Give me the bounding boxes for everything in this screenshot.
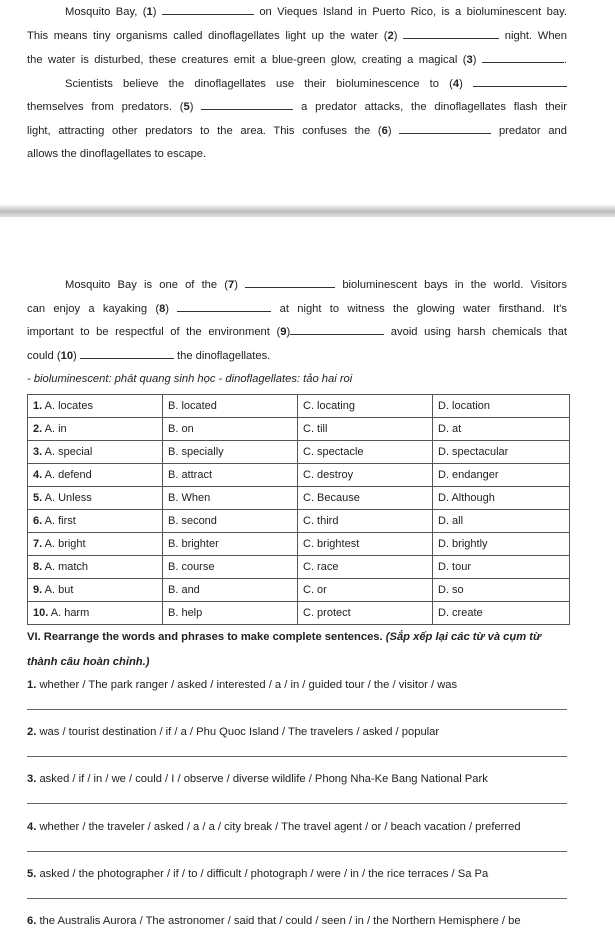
- option-d[interactable]: D. brightly: [433, 533, 570, 556]
- passage1-line5: themselves from predators. (5) a predator attacks, the dinoflagellates flash their: [27, 101, 567, 113]
- blank-6[interactable]: [399, 123, 491, 134]
- option-c[interactable]: C. Because: [298, 487, 433, 510]
- option-d[interactable]: D. at: [433, 418, 570, 441]
- rearrange-item: 2. was / tourist destination / if / a / Phu Quoc Island / The travelers / asked / popular: [27, 726, 440, 738]
- answer-line[interactable]: [27, 709, 567, 710]
- option-b[interactable]: B. on: [163, 418, 298, 441]
- passage2-line2: can enjoy a kayaking (8) at night to witness the glowing water firsthand. It's: [27, 303, 567, 315]
- option-a[interactable]: 8. A. match: [28, 556, 163, 579]
- option-d[interactable]: D. spectacular: [433, 441, 570, 464]
- option-a[interactable]: 7. A. bright: [28, 533, 163, 556]
- answer-line[interactable]: [27, 803, 567, 804]
- options-row: [28, 464, 570, 487]
- passage1-line2: This means tiny organisms called dinoflagellates light up the water (2) night. When: [27, 30, 568, 42]
- blank-2[interactable]: [403, 28, 499, 39]
- options-row: [28, 395, 570, 418]
- option-c[interactable]: C. protect: [298, 602, 433, 625]
- option-a[interactable]: 10. A. harm: [28, 602, 163, 625]
- blank-9[interactable]: [290, 324, 384, 335]
- option-c[interactable]: C. destroy: [298, 464, 433, 487]
- blank-1[interactable]: [162, 4, 254, 15]
- blank-10[interactable]: [80, 348, 174, 359]
- option-b[interactable]: B. specially: [163, 441, 298, 464]
- passage1-line6: light, attracting other predators to the area. This confuses the (6) predator and: [27, 125, 567, 137]
- option-c[interactable]: C. brightest: [298, 533, 433, 556]
- option-d[interactable]: D. Although: [433, 487, 570, 510]
- option-d[interactable]: D. endanger: [433, 464, 570, 487]
- options-row: [28, 441, 570, 464]
- section6-title: VI. Rearrange the words and phrases to make complete sentences. (Sắp xếp lại các từ và cụm từ: [27, 631, 542, 643]
- section6-title-cont: thành câu hoàn chỉnh.): [27, 656, 150, 668]
- options-row: [28, 579, 570, 602]
- options-row: [28, 602, 570, 625]
- option-c[interactable]: C. or: [298, 579, 433, 602]
- passage2-line1: Mosquito Bay is one of the (7) bioluminescent bays in the world. Visitors: [65, 279, 568, 291]
- option-c[interactable]: C. spectacle: [298, 441, 433, 464]
- option-a[interactable]: 6. A. first: [28, 510, 163, 533]
- option-b[interactable]: B. second: [163, 510, 298, 533]
- option-b[interactable]: B. brighter: [163, 533, 298, 556]
- option-b[interactable]: B. located: [163, 395, 298, 418]
- blank-5[interactable]: [201, 99, 293, 110]
- options-row: [28, 556, 570, 579]
- option-c[interactable]: C. race: [298, 556, 433, 579]
- option-a[interactable]: 5. A. Unless: [28, 487, 163, 510]
- passage2-line3: important to be respectful of the environment (9) avoid using harsh chemicals that: [27, 326, 568, 338]
- blank-4[interactable]: [473, 76, 567, 87]
- rearrange-item: 4. whether / the traveler / asked / a / a / city break / The travel agent / or / beach vacation / preferred: [27, 821, 521, 833]
- passage2-line4: could (10) the dinoflagellates.: [27, 350, 271, 362]
- rearrange-item: 5. asked / the photographer / if / to / difficult / photograph / were / in / the rice terraces / Sa Pa: [27, 868, 489, 880]
- option-c[interactable]: C. locating: [298, 395, 433, 418]
- option-b[interactable]: B. and: [163, 579, 298, 602]
- passage1-line4: Scientists believe the dinoflagellates use their bioluminescence to (4): [27, 76, 567, 91]
- rearrange-item: 3. asked / if / in / we / could / I / observe / diverse wildlife / Phong Nha-Ke Bang National Park: [27, 773, 488, 785]
- blank-3[interactable]: [482, 52, 564, 63]
- rearrange-item: 1. whether / The park ranger / asked / interested / a / in / guided tour / the / visitor / was: [27, 679, 458, 691]
- blank-7[interactable]: [245, 277, 335, 288]
- answer-line[interactable]: [27, 756, 567, 757]
- passage1-line7: allows the dinoflagellates to escape.: [27, 148, 207, 160]
- page-separator: [0, 205, 615, 217]
- option-a[interactable]: 3. A. special: [28, 441, 163, 464]
- answer-line[interactable]: [27, 851, 567, 852]
- options-row: [28, 418, 570, 441]
- rearrange-item: 6. the Australis Aurora / The astronomer / said that / could / seen / in / the Northern Hemisphere / be: [27, 915, 521, 927]
- passage1-line1: Mosquito Bay, (1) on Vieques Island in Puerto Rico, is a bioluminescent bay.: [65, 6, 567, 18]
- option-d[interactable]: D. all: [433, 510, 570, 533]
- option-b[interactable]: B. help: [163, 602, 298, 625]
- options-row: [28, 510, 570, 533]
- option-d[interactable]: D. location: [433, 395, 570, 418]
- option-a[interactable]: 9. A. but: [28, 579, 163, 602]
- option-b[interactable]: B. course: [163, 556, 298, 579]
- option-d[interactable]: D. tour: [433, 556, 570, 579]
- passage1-line3: the water is disturbed, these creatures emit a blue-green glow, creating a magical (3) .: [27, 54, 567, 66]
- options-table: [27, 394, 570, 625]
- glossary-note: - bioluminescent: phát quang sinh học - dinoflagellates: tảo hai roi: [27, 373, 353, 385]
- option-a[interactable]: 1. A. locates: [28, 395, 163, 418]
- option-d[interactable]: D. create: [433, 602, 570, 625]
- option-c[interactable]: C. third: [298, 510, 433, 533]
- option-d[interactable]: D. so: [433, 579, 570, 602]
- options-row: [28, 533, 570, 556]
- answer-line[interactable]: [27, 898, 567, 899]
- options-row: [28, 487, 570, 510]
- option-c[interactable]: C. till: [298, 418, 433, 441]
- option-a[interactable]: 2. A. in: [28, 418, 163, 441]
- option-a[interactable]: 4. A. defend: [28, 464, 163, 487]
- option-b[interactable]: B. When: [163, 487, 298, 510]
- blank-8[interactable]: [177, 301, 271, 312]
- option-b[interactable]: B. attract: [163, 464, 298, 487]
